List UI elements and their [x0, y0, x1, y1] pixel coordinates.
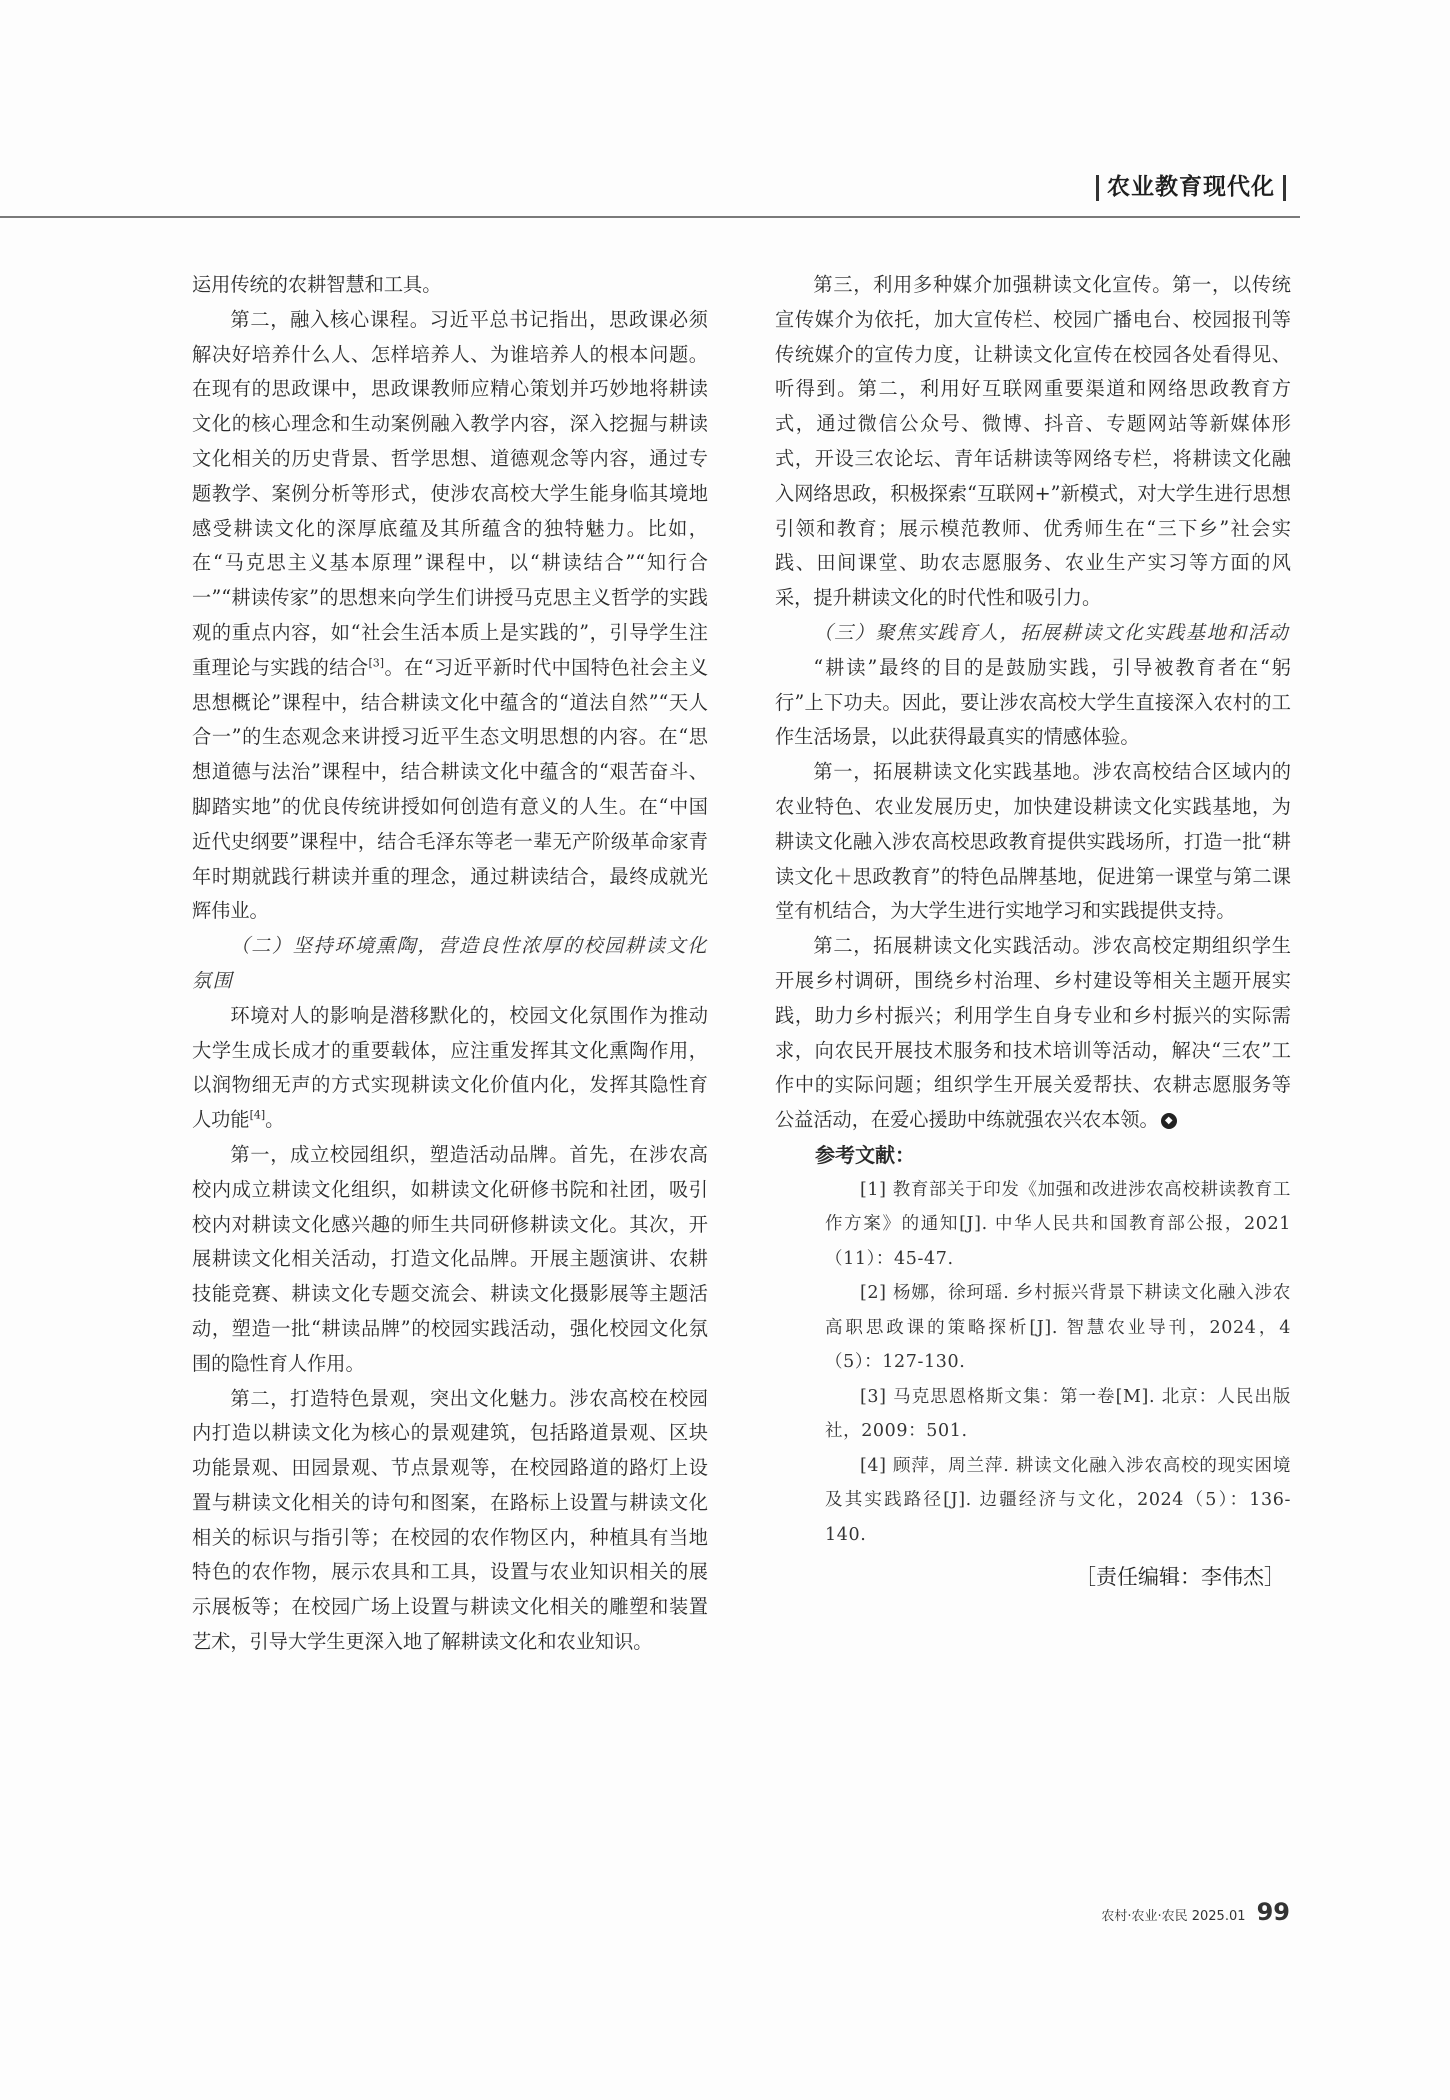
paragraph-text: 第二，拓展耕读文化实践活动。涉农高校定期组织学生开展乡村调研，围绕乡村治理、乡村建设等相关主题开展实践，助力乡村振兴；利用学生自身专业和乡村振兴的实际需求，向农民开展技术服务和技术培训等活动，解决“三农”工作中的实际问题；组织学生开展关爱帮扶、农耕志愿服务等公益活动，在爱心援助中练就强农兴农本领。: [775, 934, 1291, 1132]
citation: [4]: [249, 1108, 266, 1122]
label-bar-left: [1096, 175, 1099, 201]
left-column: [192, 268, 708, 1660]
journal-issue: 农村·农业·农民 2025.01: [1101, 1909, 1246, 1924]
paragraph-text: 第二，融入核心课程。习近平总书记指出，思政课必须解决好培养什么人、怎样培养人、为谁培养人的根本问题。在现有的思政课中，思政课教师应精心策划并巧妙地将耕读文化的核心理念和生动案例融入教学内容，深入挖掘与耕读文化相关的历史背景、哲学思想、道德观念等内容，通过专题教学、案例分析等形式，使涉农高校大学生能身临其境地感受耕读文化的深厚底蕴及其所蕴含的独特魅力。比如，在“马克思主义基本原理”课程中，以“耕读结合”“知行合一”“耕读传家”的思想来向学生们讲授马克思主义哲学的实践观的重点内容，如“社会生活本质上是实践的”，引导学生注重理论与实践的结合: [192, 307, 708, 679]
paragraph: [192, 303, 708, 929]
paragraph: [192, 999, 708, 1138]
subsection-heading: （三）聚焦实践育人，拓展耕读文化实践基地和活动: [813, 620, 1290, 644]
paragraph: 第一，成立校园组织，塑造活动品牌。首先，在涉农高校内成立耕读文化组织，如耕读文化研修书院和社团，吸引校内对耕读文化感兴趣的师生共同研修耕读文化。其次，开展耕读文化相关活动，打造文化品牌。开展主题演讲、农耕技能竞赛、耕读文化专题交流会、耕读文化摄影展等主题活动，塑造一批“耕读品牌”的校园实践活动，强化校园文化氛围的隐性育人作用。: [192, 1142, 708, 1375]
paragraph: 运用传统的农耕智慧和工具。: [192, 273, 442, 296]
reference-item: [3] 马克思恩格斯文集：第一卷[M]. 北京：人民出版社，2009：501.: [825, 1386, 1291, 1442]
subsection-heading: （二）坚持环境熏陶，营造良性浓厚的校园耕读文化氛围: [192, 934, 708, 992]
reference-item: [1] 教育部关于印发《加强和改进涉农高校耕读教育工作方案》的通知[J]. 中华人民共和国教育部公报，2021（11）：45-47.: [825, 1179, 1291, 1269]
section-label: [1088, 170, 1294, 204]
paragraph: 第三，利用多种媒介加强耕读文化宣传。第一，以传统宣传媒介为依托，加大宣传栏、校园广播电台、校园报刊等传统媒介的宣传力度，让耕读文化宣传在校园各处看得见、听得到。第二，利用好互联网重要渠道和网络思政教育方式，通过微信公众号、微博、抖音、专题网站等新媒体形式，开设三农论坛、青年话耕读等网络专栏，将耕读文化融入网络思政，积极探索“互联网+”新模式，对大学生进行思想引领和教育；展示模范教师、优秀师生在“三下乡”社会实践、田间课堂、助农志愿服务、农业生产实习等方面的风采，提升耕读文化的时代性和吸引力。: [775, 273, 1291, 610]
reference-item: [2] 杨娜，徐珂瑶. 乡村振兴背景下耕读文化融入涉农高职思政课的策略探析[J]. 智慧农业导刊，2024，4（5）：127-130.: [825, 1283, 1291, 1373]
paragraph: “耕读”最终的目的是鼓励实践，引导被教育者在“躬行”上下功夫。因此，要让涉农高校大学生直接深入农村的工作生活场景，以此获得最真实的情感体验。: [775, 655, 1291, 749]
section-title: 农业教育现代化: [1107, 174, 1275, 200]
responsible-editor: ［责任编辑：李伟杰］: [1075, 1565, 1285, 1590]
paragraph-text: 。: [265, 1108, 285, 1132]
paragraph: 第一，拓展耕读文化实践基地。涉农高校结合区域内的农业特色、农业发展历史，加快建设耕读文化实践基地，为耕读文化融入涉农高校思政教育提供实践场所，打造一批“耕读文化＋思政教育”的特色品牌基地，促进第一课堂与第二课堂有机结合，为大学生进行实地学习和实践提供支持。: [775, 760, 1291, 923]
right-column: [775, 268, 1291, 1595]
paragraph-text: 。在“习近平新时代中国特色社会主义思想概论”课程中，结合耕读文化中蕴含的“道法自然”“天人合一”的生态观念来讲授习近平生态文明思想的内容。在“思想道德与法治”课程中，结合耕读文化中蕴含的“艰苦奋斗、脚踏实地”的优良传统讲授如何创造有意义的人生。在“中国近代史纲要”课程中，结合毛泽东等老一辈无产阶级革命家青年时期就践行耕读并重的理念，通过耕读结合，最终成就光辉伟业。: [192, 655, 709, 923]
references-title: 参考文献：: [815, 1142, 915, 1167]
reference-item: [4] 顾萍，周兰萍. 耕读文化融入涉农高校的现实困境及其实践路径[J]. 边疆经济与文化，2024（5）：136-140.: [825, 1455, 1291, 1545]
page-number: 99: [1256, 1898, 1290, 1926]
citation: [3]: [368, 656, 385, 670]
header-rule: [0, 216, 1300, 218]
paragraph: 第二，打造特色景观，突出文化魅力。涉农高校在校园内打造以耕读文化为核心的景观建筑，包括路道景观、区块功能景观、田园景观、节点景观等，在校园路道的路灯上设置与耕读文化相关的诗句和图案，在路标上设置与耕读文化相关的标识与指引等；在校园的农作物区内，种植具有当地特色的农作物，展示农具和工具，设置与农业知识相关的展示展板等；在校园广场上设置与耕读文化相关的雕塑和装置艺术，引导大学生更深入地了解耕读文化和农业知识。: [192, 1386, 708, 1654]
paragraph: [775, 929, 1291, 1138]
article-end-icon: ◆: [1161, 1113, 1177, 1129]
label-bar-right: [1283, 175, 1286, 201]
paragraph-text: 环境对人的影响是潜移默化的，校园文化氛围作为推动大学生成长成才的重要载体，应注重发挥其文化熏陶作用，以润物细无声的方式实现耕读文化价值内化，发挥其隐性育人功能: [192, 1003, 708, 1132]
page-footer: [1101, 1898, 1290, 1926]
